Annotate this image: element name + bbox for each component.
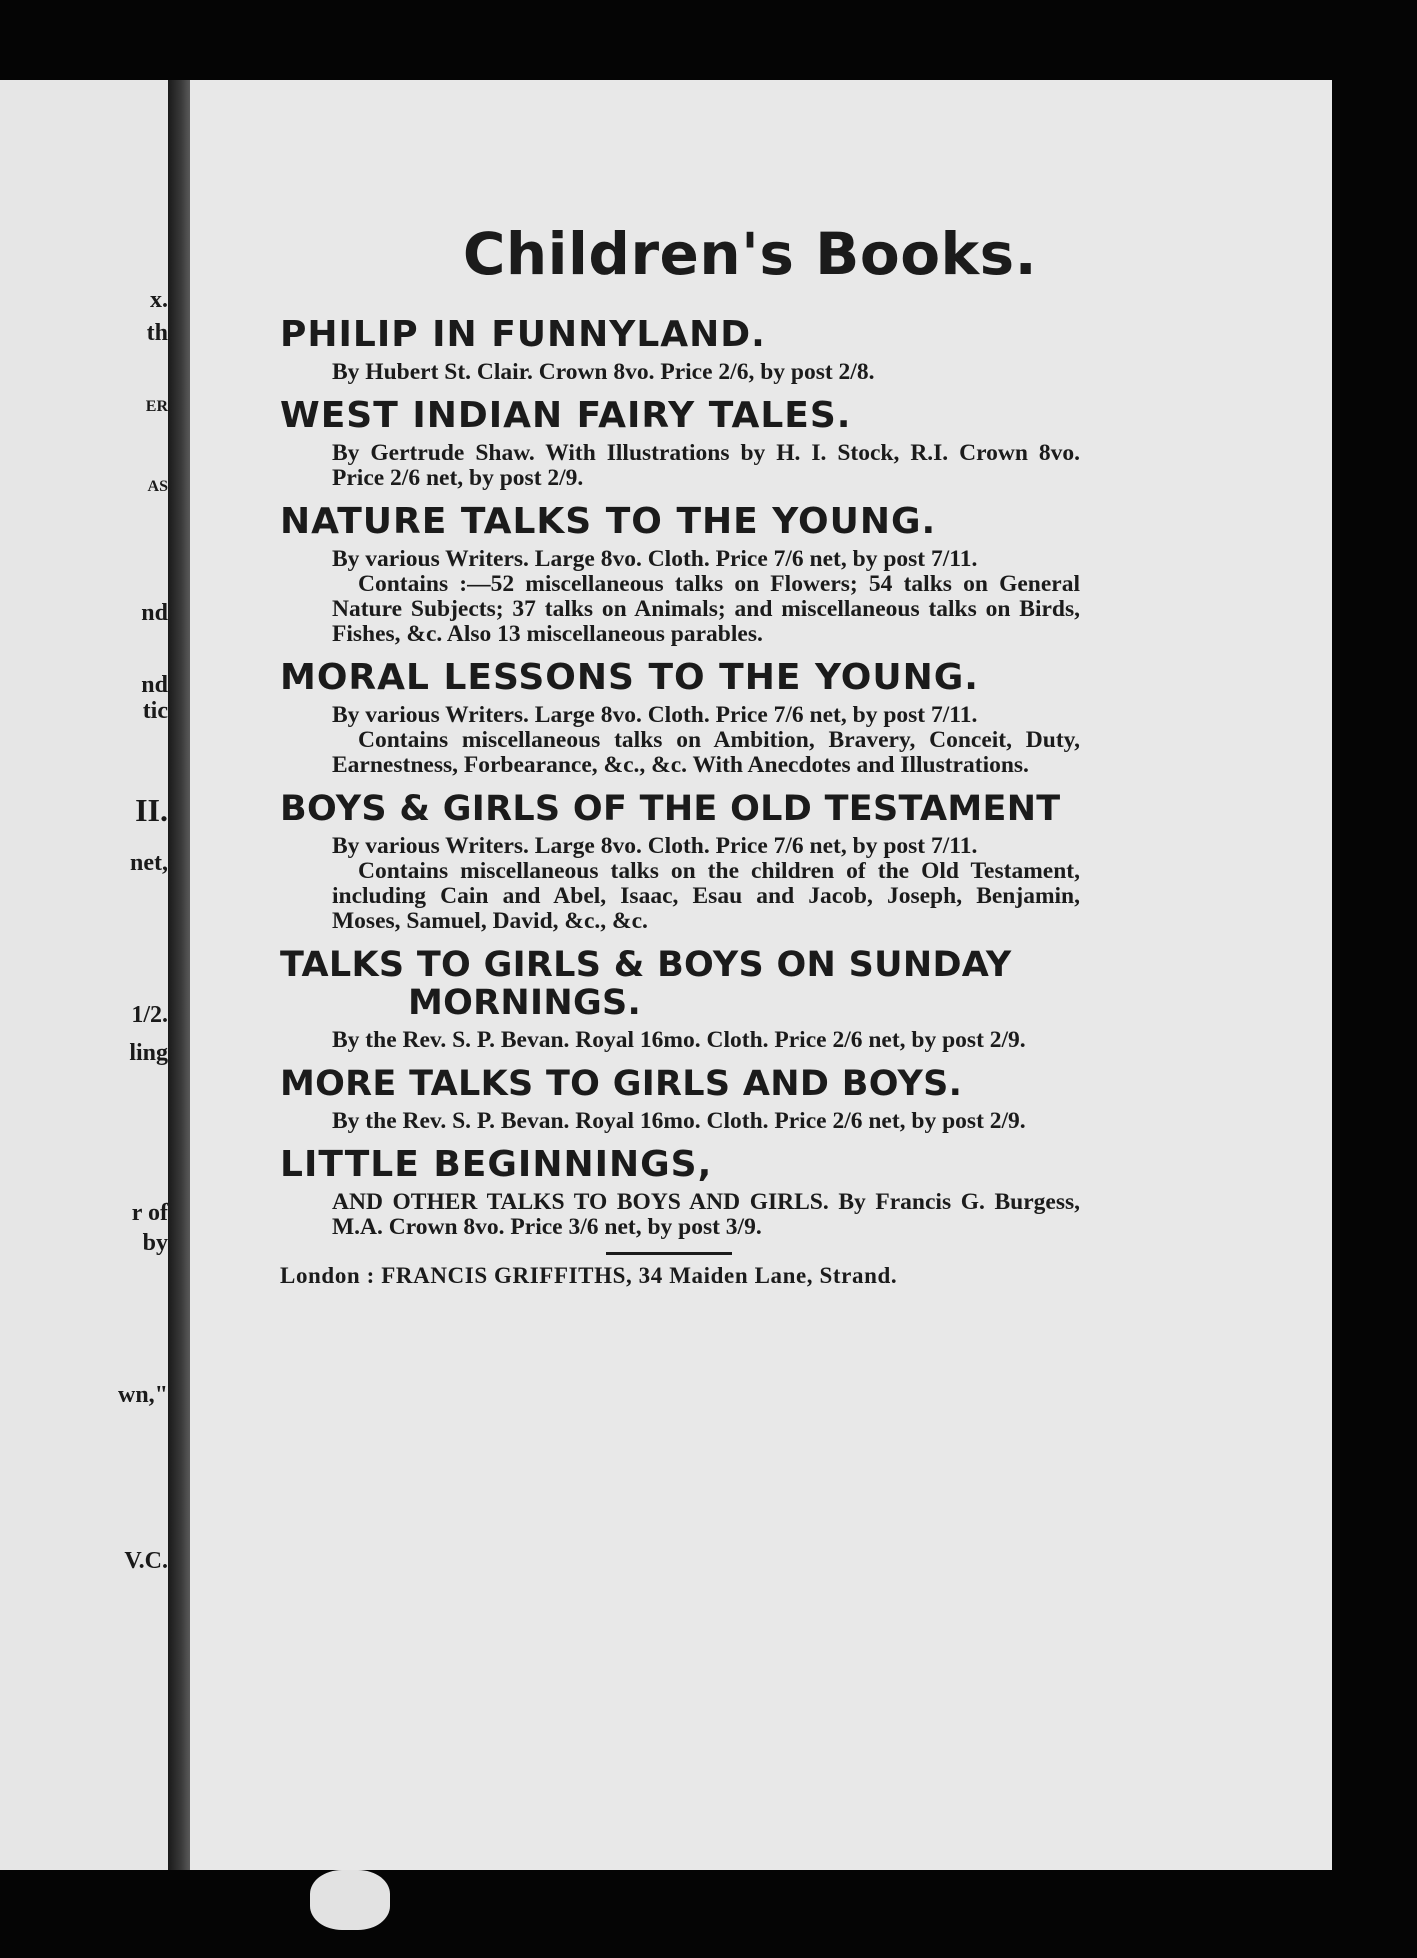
book-price-line: By various Writers. Large 8vo. Cloth. Price 7/6 net, by post 7/11. [332, 546, 978, 572]
book-entry [280, 659, 1080, 778]
left-fragment: r of [131, 1200, 168, 1226]
book-contents: Contains miscellaneous talks on the children of the Old Testament, including Cain and Abel, Isaac, Esau and Jacob, Joseph, Benjamin, Moses, Samuel, David, &c., &c. [332, 858, 1080, 934]
book-description: AND OTHER TALKS TO BOYS AND GIRLS. By Francis G. Burgess, M.A. Crown 8vo. Price 3/6 net, by post 3/9. [332, 1189, 1080, 1240]
book-entry [280, 316, 1080, 385]
book-entry [280, 790, 1080, 934]
left-fragment: nd [141, 600, 168, 626]
left-fragment: by [142, 1230, 168, 1256]
left-fragment: AS [147, 478, 168, 495]
publisher-imprint: London : FRANCIS GRIFFITHS, 34 Maiden Lane, Strand. [280, 1263, 898, 1288]
book-description: By the Rev. S. P. Bevan. Royal 16mo. Cloth. Price 2/6 net, by post 2/9. [332, 1108, 1026, 1134]
left-fragment: th [146, 320, 168, 346]
book-description: By Gertrude Shaw. With Illustrations by H. I. Stock, R.I. Crown 8vo. Price 2/6 net, by post 2/9. [332, 440, 1080, 491]
advertisement [280, 220, 1080, 1289]
book-title-continuation: MORNINGS. [408, 983, 642, 1023]
left-fragment: II. [135, 792, 168, 828]
book-price-line: By various Writers. Large 8vo. Cloth. Price 7/6 net, by post 7/11. [332, 702, 978, 728]
page-title: Children's Books. [462, 220, 1038, 288]
left-fragment: ling [129, 1040, 168, 1066]
left-fragment: x. [150, 287, 168, 313]
book-description [280, 834, 1080, 934]
book-title: BOYS & GIRLS OF THE OLD TESTAMENT [280, 789, 1061, 829]
book-title: PHILIP IN FUNNYLAND. [280, 314, 766, 355]
book-entry [280, 946, 1080, 1053]
left-fragment: wn," [117, 1382, 168, 1408]
book-title: MORAL LESSONS TO THE YOUNG. [280, 657, 979, 698]
book-title-line: TALKS TO GIRLS & BOYS ON SUNDAY [280, 945, 1012, 985]
book-title: WEST INDIAN FAIRY TALES. [280, 395, 852, 436]
book-entry [280, 1146, 1080, 1240]
book-description: By Hubert St. Clair. Crown 8vo. Price 2/6, by post 2/8. [332, 359, 875, 385]
scan-border [1332, 80, 1417, 1870]
book-gutter [168, 80, 190, 1870]
book-contents: Contains :—52 miscellaneous talks on Flowers; 54 talks on General Nature Subjects; 37 talks on Animals; and miscellaneous talks on Birds, Fishes, &c. Also 13 miscellaneous parables. [332, 571, 1080, 647]
book-price-line: By various Writers. Large 8vo. Cloth. Price 7/6 net, by post 7/11. [332, 833, 978, 859]
left-fragment: net, [130, 850, 168, 876]
book-entry [280, 1065, 1080, 1134]
left-fragment: ER [145, 398, 168, 415]
book-entry [280, 503, 1080, 647]
book-title: NATURE TALKS TO THE YOUNG. [280, 501, 937, 542]
left-fragment: tic [142, 698, 168, 724]
book-description [280, 547, 1080, 647]
paper-damage [310, 1870, 390, 1930]
book-description [280, 703, 1080, 778]
left-fragment: V.C. [124, 1548, 168, 1574]
book-contents: Contains miscellaneous talks on Ambition, Bravery, Conceit, Duty, Earnestness, Forbearance, &c., &c. With Anecdotes and Illustrations. [332, 727, 1080, 778]
book-title: LITTLE BEGINNINGS, [280, 1144, 713, 1185]
book-title: MORE TALKS TO GIRLS AND BOYS. [280, 1064, 963, 1104]
book-entry [280, 397, 1080, 491]
divider-rule [606, 1252, 732, 1255]
left-fragment: 1/2. [131, 1002, 168, 1028]
right-page [190, 80, 1332, 1870]
book-title [280, 946, 1080, 1022]
left-fragment: nd [141, 672, 168, 698]
book-description: By the Rev. S. P. Bevan. Royal 16mo. Cloth. Price 2/6 net, by post 2/9. [332, 1027, 1026, 1053]
left-page-edge [0, 80, 168, 1870]
